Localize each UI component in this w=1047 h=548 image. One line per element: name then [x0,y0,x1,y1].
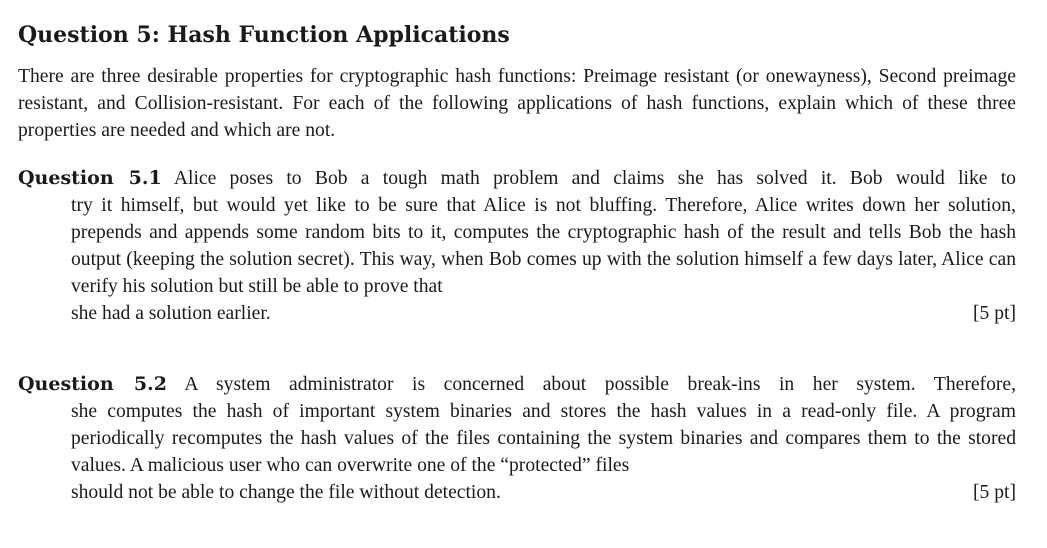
question-last-line [18,300,1016,327]
question-title: Question 5.2 [18,373,167,395]
intro-paragraph: There are three desirable properties for cryptographic hash functions: Preimage resistant (or onewayness), Second preimage resistant, and Collision-resistant. For each of the following applications of hash functions, explain which of these three properties are needed and which are not. [18,66,1016,141]
points-label: [5 pt] [973,303,1016,324]
question-body: try it himself, but would yet like to be sure that Alice is not bluffing. Therefore, Alice writes down her solution, prepends and appends some random bits to it, computes the cryptographic hash of the result and tells Bob the hash output (keeping the solution secret). This way, when Bob comes up with the solution himself a few days later, Alice can verify his solution but still be able to prove that [71,195,1016,297]
document-page [18,14,1016,506]
points-label: [5 pt] [973,482,1016,503]
question-5-2 [18,371,1016,506]
section-heading: Question 5: Hash Function Applications [18,22,510,48]
question-last-text: she had a solution earlier. [71,303,271,324]
question-5-1 [18,165,1016,327]
question-last-line [18,479,1016,506]
question-first-line [18,165,1016,192]
question-body: she computes the hash of important system binaries and stores the hash values in a read-only file. A program periodically recomputes the hash values of the files containing the system binaries and compares them to the stored values. A malicious user who can overwrite one of the “protected” files [71,401,1016,476]
question-last-text: should not be able to change the file without detection. [71,482,501,503]
question-first-line [18,371,1016,398]
question-first-text: Alice poses to Bob a tough math problem and claims she has solved it. Bob would like to [173,168,1016,189]
question-first-text: A system administrator is concerned about possible break-ins in her system. Therefore, [184,374,1016,395]
question-title: Question 5.1 [18,167,162,189]
